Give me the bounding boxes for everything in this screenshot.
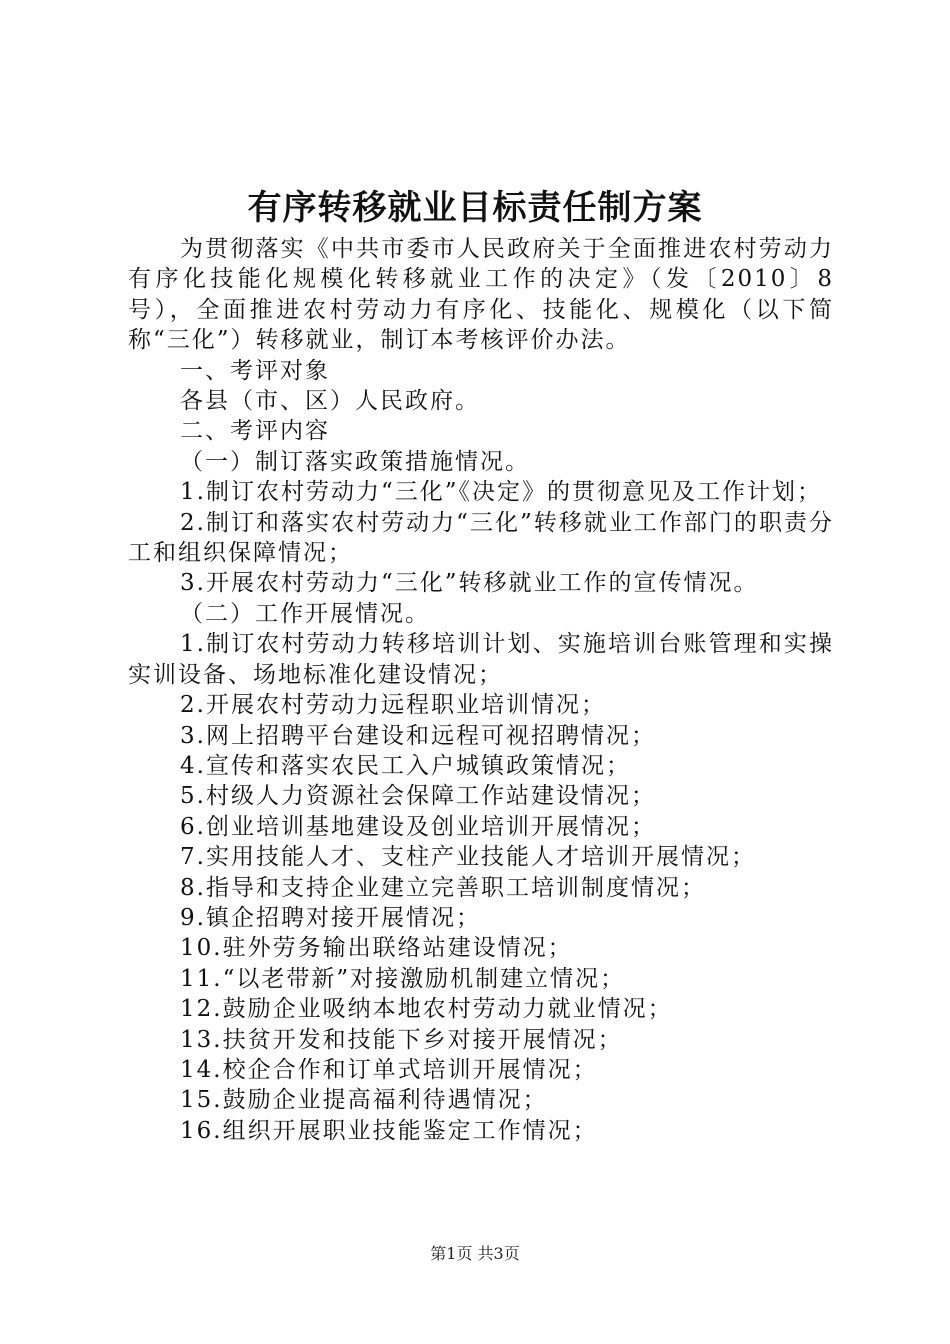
list-item: 5.村级人力资源社会保障工作站建设情况； — [180, 783, 656, 810]
list-item: 2.制订和落实农村劳动力“三化”转移就业工作部门的职责分工和组织保障情况； — [128, 509, 834, 567]
list-item: 13.扶贫开发和技能下乡对接开展情况； — [180, 1026, 623, 1053]
list-item: 14.校企合作和订单式培训开展情况； — [180, 1056, 598, 1083]
list-item: 10.驻外劳务输出联络站建设情况； — [180, 935, 573, 962]
list-item: 11.“以老带新”对接激励机制建立情况； — [180, 965, 626, 992]
subsection-heading-work: （二）工作开展情况。 — [180, 600, 430, 627]
page-number: 第1页 共3页 — [430, 1244, 520, 1263]
list-item: 7.实用技能人才、支柱产业技能人才培训开展情况； — [180, 844, 756, 871]
list-item: 8.指导和支持企业建立完善职工培训制度情况； — [180, 874, 706, 901]
list-item: 6.创业培训基地建设及创业培训开展情况； — [180, 813, 656, 840]
list-item: 12.鼓励企业吸纳本地农村劳动力就业情况； — [180, 996, 673, 1023]
subsection-heading-policy: （一）制订落实政策措施情况。 — [180, 448, 530, 475]
list-item: 3.开展农村劳动力“三化”转移就业工作的宣传情况。 — [180, 570, 759, 597]
list-item: 4.宣传和落实农民工入户城镇政策情况； — [180, 752, 631, 779]
section-text-targets: 各县（市、区）人民政府。 — [180, 388, 480, 415]
document-body — [128, 234, 834, 1146]
list-item: 9.镇企招聘对接开展情况； — [180, 904, 481, 931]
list-item: 3.网上招聘平台建设和远程可视招聘情况； — [180, 722, 656, 749]
intro-paragraph: 为贯彻落实《中共市委市人民政府关于全面推进农村劳动力有序化技能化规模化转移就业工作的决定》（发〔2010〕8号），全面推进农村劳动力有序化、技能化、规模化（以下简称“三化”）转移就业，制订本考核评价办法。 — [128, 236, 834, 354]
list-item: 1.制订农村劳动力“三化”《决定》的贯彻意见及工作计划； — [180, 479, 822, 506]
section-heading-targets: 一、考评对象 — [180, 357, 330, 384]
list-item: 16.组织开展职业技能鉴定工作情况； — [180, 1117, 598, 1144]
list-item: 15.鼓励企业提高福利待遇情况； — [180, 1087, 548, 1114]
section-heading-content: 二、考评内容 — [180, 418, 330, 445]
document-title: 有序转移就业目标责任制方案 — [247, 188, 703, 228]
list-item: 2.开展农村劳动力远程职业培训情况； — [180, 692, 606, 719]
list-item: 1.制订农村劳动力转移培训计划、实施培训台账管理和实操实训设备、场地标准化建设情况； — [128, 631, 834, 688]
